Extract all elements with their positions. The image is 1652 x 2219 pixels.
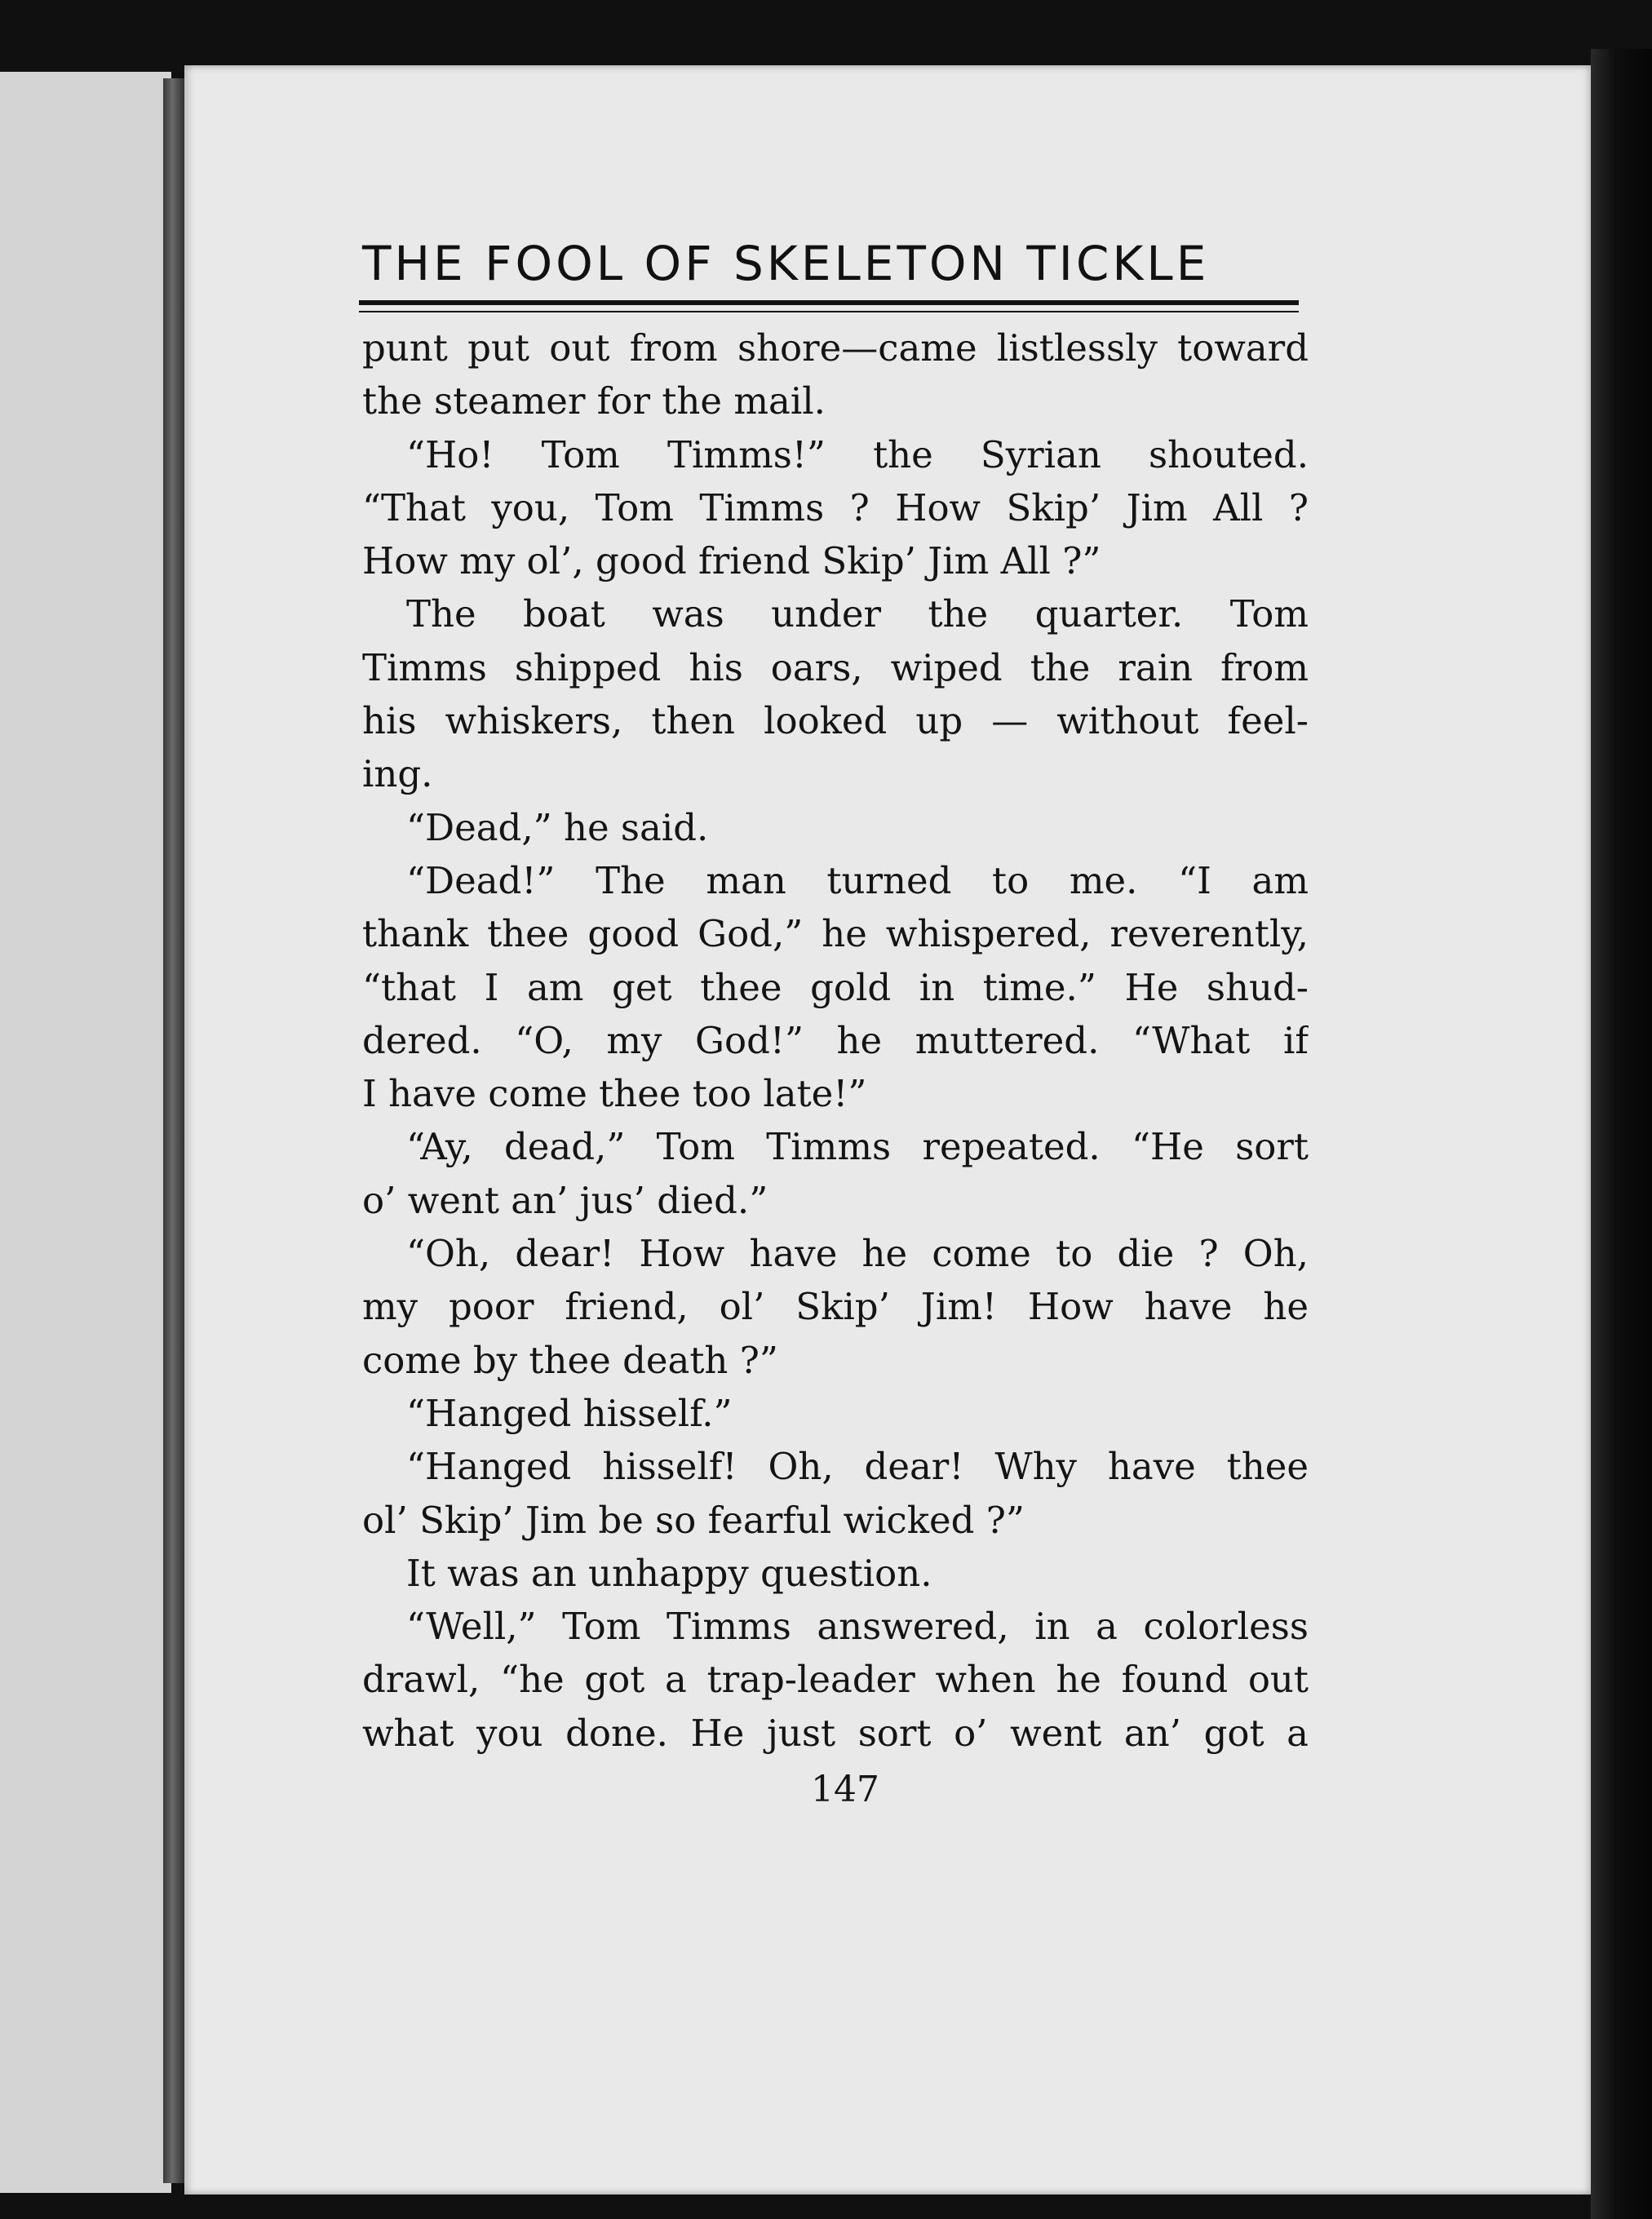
text-line: How my ol’, good friend Skip’ Jim All ?”	[362, 539, 1101, 583]
text-line: what you done. He just sort o’ went an’ got a	[362, 1711, 1309, 1755]
text-line: punt put out from shore—came listlessly toward	[362, 326, 1309, 370]
header-rule-thick	[359, 300, 1299, 305]
running-head: THE FOOL OF SKELETON TICKLE	[362, 236, 1210, 291]
text-line: dered. “O, my God!” he muttered. “What if	[362, 1018, 1309, 1062]
text-line: ing.	[362, 752, 433, 796]
text-line: my poor friend, ol’ Skip’ Jim! How have he	[362, 1285, 1309, 1329]
text-line: ol’ Skip’ Jim be so fearful wicked ?”	[362, 1498, 1025, 1542]
text-line: “Hanged hisself.”	[406, 1391, 733, 1435]
page-number: 147	[811, 1769, 879, 1810]
text-line: “Dead!” The man turned to me. “I am	[406, 858, 1309, 902]
header-rule-thin	[359, 311, 1299, 312]
text-line: the steamer for the mail.	[362, 379, 826, 423]
text-line: It was an unhappy question.	[406, 1551, 932, 1595]
text-line: “Dead,” he said.	[406, 805, 709, 849]
body-text	[362, 321, 1309, 1760]
text-line: his whiskers, then looked up — without feel-	[362, 699, 1309, 743]
text-line: “Ay, dead,” Tom Timms repeated. “He sort	[406, 1125, 1309, 1169]
text-line: come by thee death ?”	[362, 1338, 778, 1382]
text-line: “Hanged hisself! Oh, dear! Why have thee	[406, 1445, 1309, 1489]
text-line: The boat was under the quarter. Tom	[406, 592, 1309, 636]
text-line: “Oh, dear! How have he come to die ? Oh,	[406, 1232, 1309, 1276]
text-line: “Well,” Tom Timms answered, in a colorless	[406, 1605, 1309, 1649]
gutter	[163, 78, 186, 2183]
text-line: Timms shipped his oars, wiped the rain from	[362, 645, 1309, 689]
text-line: I have come thee too late!”	[362, 1072, 867, 1116]
text-line: o’ went an’ jus’ died.”	[362, 1178, 768, 1222]
text-line: “That you, Tom Timms ? How Skip’ Jim All ?	[362, 485, 1309, 529]
text-line: thank thee good God,” he whispered, reverently,	[362, 912, 1309, 956]
page-edge	[1591, 49, 1652, 2219]
text-line: drawl, “he got a trap-leader when he found out	[362, 1658, 1309, 1702]
facing-page	[0, 72, 171, 2193]
text-line: “that I am get thee gold in time.” He shud-	[362, 965, 1309, 1009]
text-line: “Ho! Tom Timms!” the Syrian shouted.	[406, 432, 1309, 476]
